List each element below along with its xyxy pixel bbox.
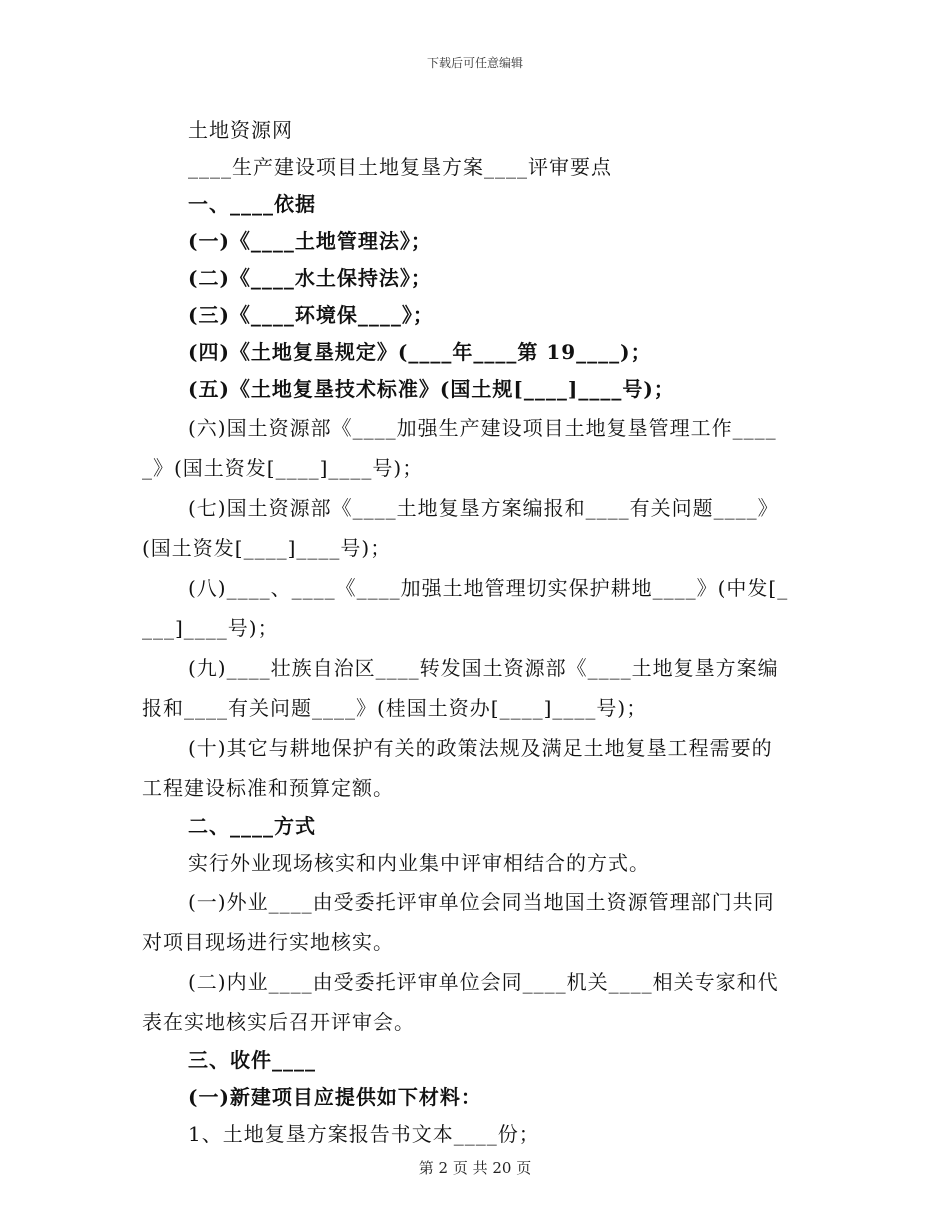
basis-item-10: (十)其它与耕地保护有关的政策法规及满足土地复垦工程需要的 工程建设标准和预算定额。 xyxy=(142,736,773,800)
page-header: 下载后可任意编辑 xyxy=(426,56,523,70)
basis-item-6: (六)国土资源部《____加强生产建设项目土地复垦管理工作____ _》(国土资发[____]____号)； xyxy=(142,416,777,480)
basis-item-4: (四)《土地复垦规定》(____年____第 19____)； xyxy=(188,340,652,364)
method-item-2: (二)内业____由受委托评审单位会同____机关____相关专家和代 表在实地核实后召开评审会。 xyxy=(142,970,779,1034)
receipt-subheading: (一)新建项目应提供如下材料： xyxy=(188,1085,482,1109)
basis-item-3: (三)《____环境保____》； xyxy=(188,303,434,327)
basis-item-9: (九)____壮族自治区____转发国土资源部《____土地复垦方案编 报和____有关问题____》(桂国土资办[____]____号)； xyxy=(142,656,779,720)
section-heading-method: 二、____方式 xyxy=(188,814,316,838)
basis-item-5: (五)《土地复垦技术标准》(国土规[____]____号)； xyxy=(188,377,675,401)
site-name: 土地资源网 xyxy=(188,118,293,142)
section-heading-receipt: 三、收件____ xyxy=(188,1048,316,1072)
method-item-1: (一)外业____由受委托评审单位会同当地国土资源管理部门共同 对项目现场进行实地核实。 xyxy=(142,890,775,954)
basis-item-2: (二)《____水土保持法》； xyxy=(188,266,432,290)
document-body xyxy=(142,112,802,1153)
document-title: ____生产建设项目土地复垦方案____评审要点 xyxy=(188,155,612,179)
section-heading-basis: 一、____依据 xyxy=(188,192,316,216)
basis-item-8: (八)____、____《____加强土地管理切实保护耕地____》(中发[_ ___]____号)； xyxy=(142,576,789,640)
receipt-item-1: 1、土地复垦方案报告书文本____份； xyxy=(188,1122,540,1146)
page-footer: 第 2 页 共 20 页 xyxy=(418,1159,532,1177)
method-intro: 实行外业现场核实和内业集中评审相结合的方式。 xyxy=(188,851,650,875)
basis-item-1: (一)《____土地管理法》； xyxy=(188,229,432,253)
basis-item-7: (七)国土资源部《____土地复垦方案编报和____有关问题____》 (国土资发[____]____号)； xyxy=(142,496,779,560)
